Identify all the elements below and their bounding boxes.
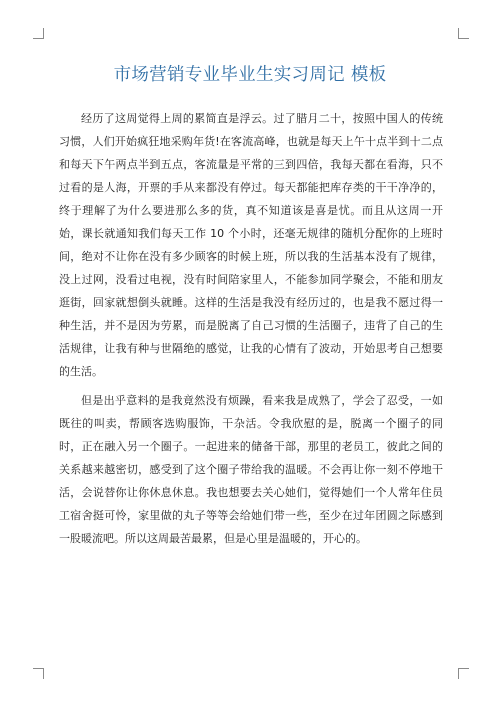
document-body [59, 107, 443, 550]
crop-mark-top-right [458, 28, 469, 39]
document-title: 市场营销专业毕业生实习周记 模板 [113, 65, 387, 85]
paragraph-2: 但是出乎意料的是我竟然没有烦躁，看来我是成熟了，学会了忍受，一如既往的叫卖，帮顾客选购服饰，干杂活。令我欣慰的是，脱离一个圈子的同时，正在融入另一个圈子。一起进来的储备干部，那里的老员工，彼此之间的关系越来越密切，感受到了这个圈子带给我的温暖。不会再让你一刻不停地干活，会说替你让你休息休息。我也想要去关心她们，觉得她们一个人常年住员工宿舍挺可怜，家里做的丸子等等会给她们带一些，至少在过年团圆之际感到一股暖流吧。所以这周最苦最累，但是心里是温暖的，开心的。 [59, 394, 443, 545]
crop-mark-bottom-right [458, 668, 469, 679]
crop-mark-bottom-left [33, 668, 44, 679]
crop-mark-top-left [33, 28, 44, 39]
paragraph-1: 经历了这周觉得上周的累简直是浮云。过了腊月二十，按照中国人的传统习惯，人们开始疯狂地采购年货!在客流高峰，也就是每天上午十点半到十二点和每天下午两点半到五点，客流量是平常的三到四倍，我每天都在看海，只不过看的是人海，开票的手从来都没有停过。每天都能把库存类的干干净净的，终于理解了为什么要进那么多的货，真不知道该是喜是忧。而且从这周一开始，课长就通知我们每天工作 10 个小时，还毫无规律的随机分配你的上班时间，绝对不让你在没有多少顾客的时候上班，所以我的生活基本没有了规律，没上过网，没看过电视，没有时间陪家里人，不能参加同学聚会，不能和朋友逛街，回家就想倒头就睡。这样的生活是我没有经历过的，也是我不愿过得一种生活，并不是因为劳累，而是脱离了自己习惯的生活圈子，违背了自己的生活规律，让我有种与世隔绝的感觉，让我的心情有了波动，开始思考自己想要的生活。 [59, 112, 443, 378]
